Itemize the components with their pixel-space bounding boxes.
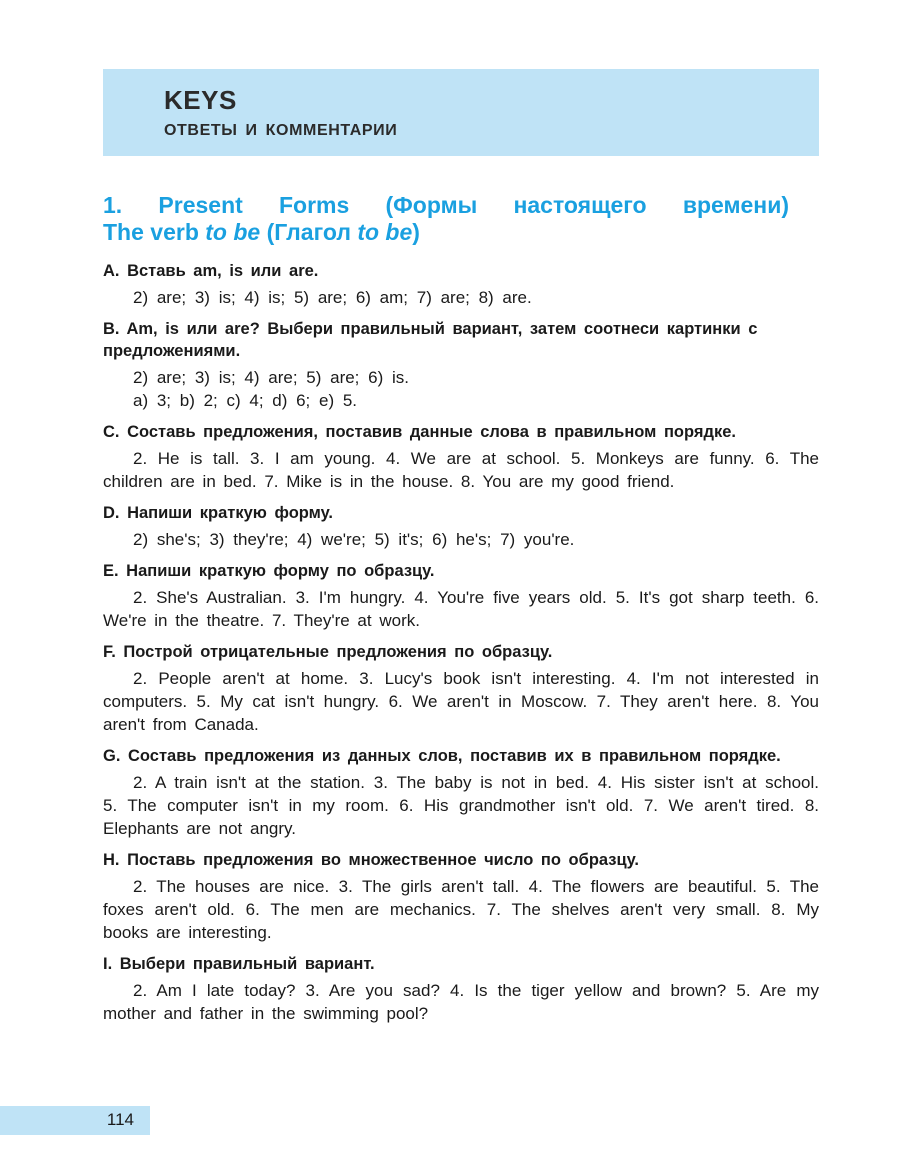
task-heading-b: B. Am, is или are? Выбери правильный вариант, затем соотнеси картинки с предложениями. bbox=[103, 320, 758, 360]
header-banner bbox=[103, 69, 819, 156]
page-number: 114 bbox=[106, 1110, 134, 1129]
answer-line: 2) are; 3) is; 4) is; 5) are; 6) am; 7) are; 8) are. bbox=[133, 288, 532, 307]
task-heading-a: A. Вставь am, is или are. bbox=[103, 262, 319, 280]
section-title-line2 bbox=[103, 219, 819, 246]
answer-line: 2) are; 3) is; 4) are; 5) are; 6) is. bbox=[133, 368, 409, 387]
task-answer-d bbox=[103, 528, 819, 551]
section-title-italic: to be bbox=[205, 219, 261, 245]
section-title-part: The verb bbox=[103, 219, 206, 245]
section-title-line1: 1. Present Forms (Формы настоящего времени) bbox=[103, 192, 789, 218]
task-heading-e: E. Напиши краткую форму по образцу. bbox=[103, 562, 435, 580]
task-heading-i: I. Выбери правильный вариант. bbox=[103, 955, 375, 973]
task-heading-g: G. Составь предложения из данных слов, поставив их в правильном порядке. bbox=[103, 747, 781, 765]
section-title-italic: to be bbox=[357, 219, 413, 245]
task-answer-g: 2. A train isn't at the station. 3. The baby is not in bed. 4. His sister isn't at school. 5. The computer isn't in my room. 6. His grandmother isn't old. 7. We aren't tired. 8. Elephants are not angry. bbox=[103, 773, 819, 838]
task-heading-d: D. Напиши краткую форму. bbox=[103, 504, 333, 522]
task-answer-e: 2. She's Australian. 3. I'm hungry. 4. You're five years old. 5. It's got sharp teeth. 6. We're in the theatre. 7. They're at work. bbox=[103, 588, 819, 630]
section-title-part: (Глагол bbox=[260, 219, 358, 245]
answer-line: 2) she's; 3) they're; 4) we're; 5) it's; 6) he's; 7) you're. bbox=[133, 530, 575, 549]
task-answer-c: 2. He is tall. 3. I am young. 4. We are at school. 5. Monkeys are funny. 6. The children are in bed. 7. Mike is in the house. 8. You are my good friend. bbox=[103, 449, 819, 491]
task-answer-i: 2. Am I late today? 3. Are you sad? 4. Is the tiger yellow and brown? 5. Are my mother and father in the swimming pool? bbox=[103, 981, 819, 1023]
header-title: KEYS bbox=[164, 85, 237, 115]
task-heading-h: H. Поставь предложения во множественное число по образцу. bbox=[103, 851, 639, 869]
header-subtitle: ОТВЕТЫ И КОММЕНТАРИИ bbox=[164, 122, 398, 139]
task-answer-b bbox=[103, 366, 819, 412]
task-answer-f: 2. People aren't at home. 3. Lucy's book isn't interesting. 4. I'm not interested in computers. 5. My cat isn't hungry. 6. We aren't in Moscow. 7. They aren't here. 8. You aren't from Canada. bbox=[103, 669, 819, 734]
answer-line: a) 3; b) 2; c) 4; d) 6; e) 5. bbox=[133, 391, 358, 410]
task-heading-f: F. Построй отрицательные предложения по образцу. bbox=[103, 643, 553, 661]
section-title-part: ) bbox=[412, 219, 420, 245]
page-content bbox=[103, 192, 819, 1025]
task-answer-h: 2. The houses are nice. 3. The girls aren't tall. 4. The flowers are beautiful. 5. The foxes aren't old. 6. The men are mechanics. 7. The shelves aren't very small. 8. My books are interesting. bbox=[103, 877, 819, 942]
section-title bbox=[103, 192, 819, 246]
task-answer-a bbox=[103, 286, 819, 309]
task-heading-c: C. Составь предложения, поставив данные слова в правильном порядке. bbox=[103, 423, 736, 441]
page-number-tab bbox=[0, 1106, 150, 1135]
